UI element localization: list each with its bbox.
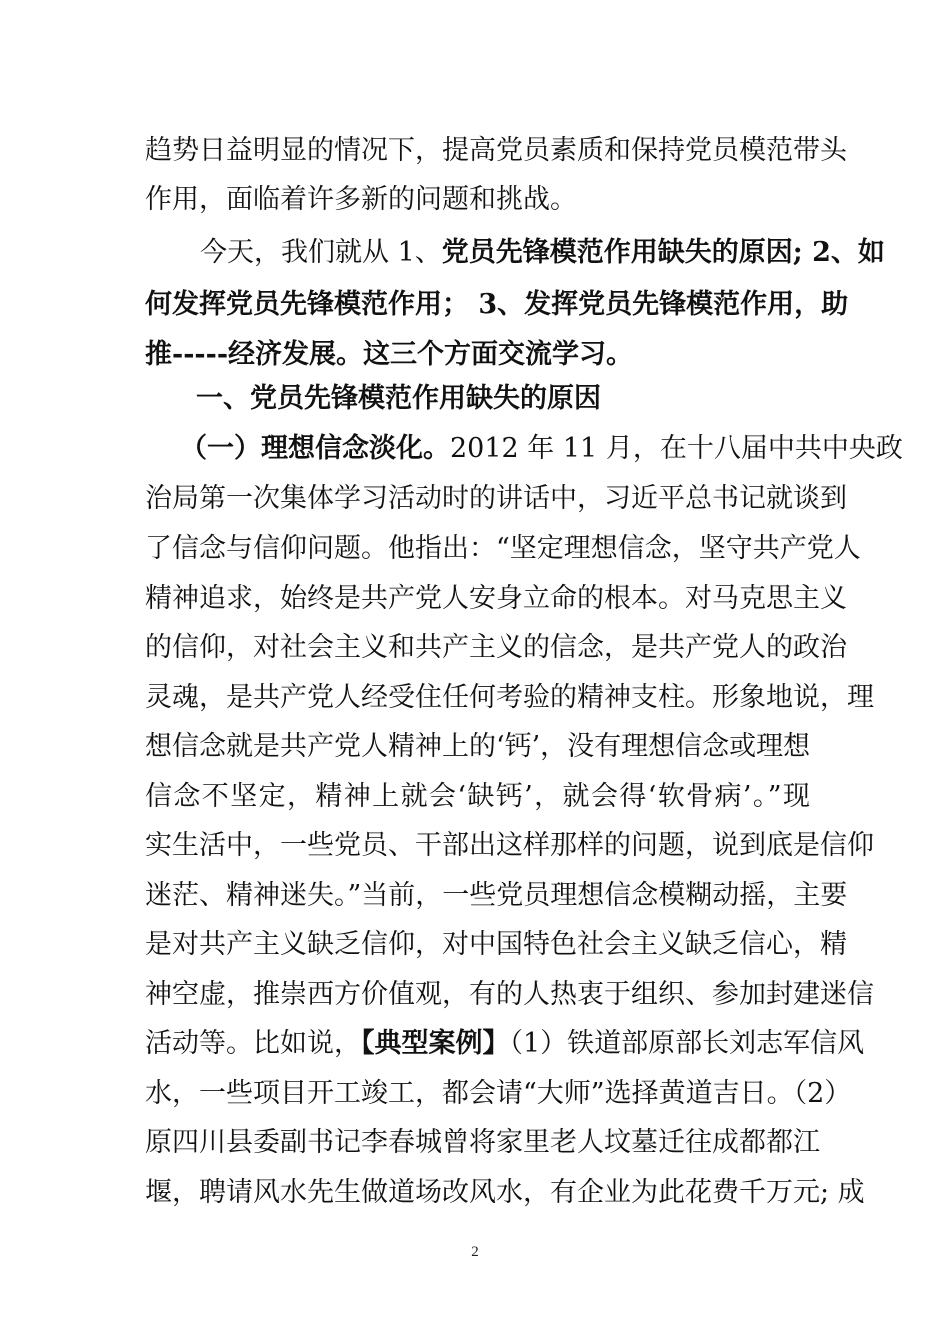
paragraph-line: 灵魂，是共产党人经受住任何考验的精神支柱。形象地说，理 [145,682,874,713]
paragraph-line: 神空虚，推崇西方价值观，有的人热衷于组织、参加封建迷信 [145,979,874,1010]
paragraph-line: 作用，面临着许多新的问题和挑战。 [145,184,577,215]
page-number: 2 [471,1244,479,1260]
paragraph-line: 水，一些项目开工竣工，都会请“大师”选择黄道吉日。（2） [145,1078,852,1109]
bold-text-run: （一）理想信念淡化。 [180,433,450,464]
text-run: 今天，我们就从 1、 [200,237,442,268]
paragraph-line [180,424,903,473]
bold-text-run: 【典型案例】 [361,1028,510,1059]
paragraph-line: 推-----经济发展。这三个方面交流学习。 [145,339,634,370]
paragraph-line: 精神追求，始终是共产党人安身立命的根本。对马克思主义 [145,583,847,614]
paragraph-line: 实生活中，一些党员、干部出这样那样的问题，说到底是信仰 [145,830,874,861]
paragraph-line: 治局第一次集体学习活动时的讲话中，习近平总书记就谈到 [145,483,847,514]
bold-text-run: 党员先锋模范作用缺失的原因; 2、如 [441,237,885,268]
paragraph-line: 趋势日益明显的情况下，提高党员素质和保持党员模范带头 [145,135,847,166]
paragraph-line: 堰，聘请风水先生做道场改风水，有企业为此花费千万元; 成 [145,1177,865,1208]
paragraph-line: 何发挥党员先锋模范作用； 3、发挥党员先锋模范作用，助 [145,289,849,320]
paragraph-line: 是对共产主义缺乏信仰，对中国特色社会主义缺乏信心，精 [145,929,847,960]
section-heading: 一、党员先锋模范作用缺失的原因 [196,383,601,414]
paragraph-line: 原四川县委副书记李春城曾将家里老人坟墓迁往成都都江 [145,1127,820,1158]
text-run: 活动等。比如说， [145,1028,361,1059]
paragraph-line [145,1019,865,1068]
paragraph-line: 的信仰，对社会主义和共产主义的信念，是共产党人的政治 [145,632,847,663]
paragraph-line: 信念不坚定，精神上就会‘缺钙’，就会得‘软骨病’。”现 [145,781,810,812]
paragraph-line: 了信念与信仰问题。他指出：“坚定理想信念，坚守共产党人 [145,533,861,564]
paragraph-line [200,228,885,277]
text-run: 2012 年 11 月，在十八届中共中央政 [450,433,903,464]
paragraph-line: 想信念就是共产党人精神上的‘钙’，没有理想信念或理想 [145,731,811,762]
paragraph-line: 迷茫、精神迷失。”当前，一些党员理想信念模糊动摇，主要 [145,880,848,911]
text-run: （1）铁道部原部长刘志军信风 [509,1028,865,1059]
